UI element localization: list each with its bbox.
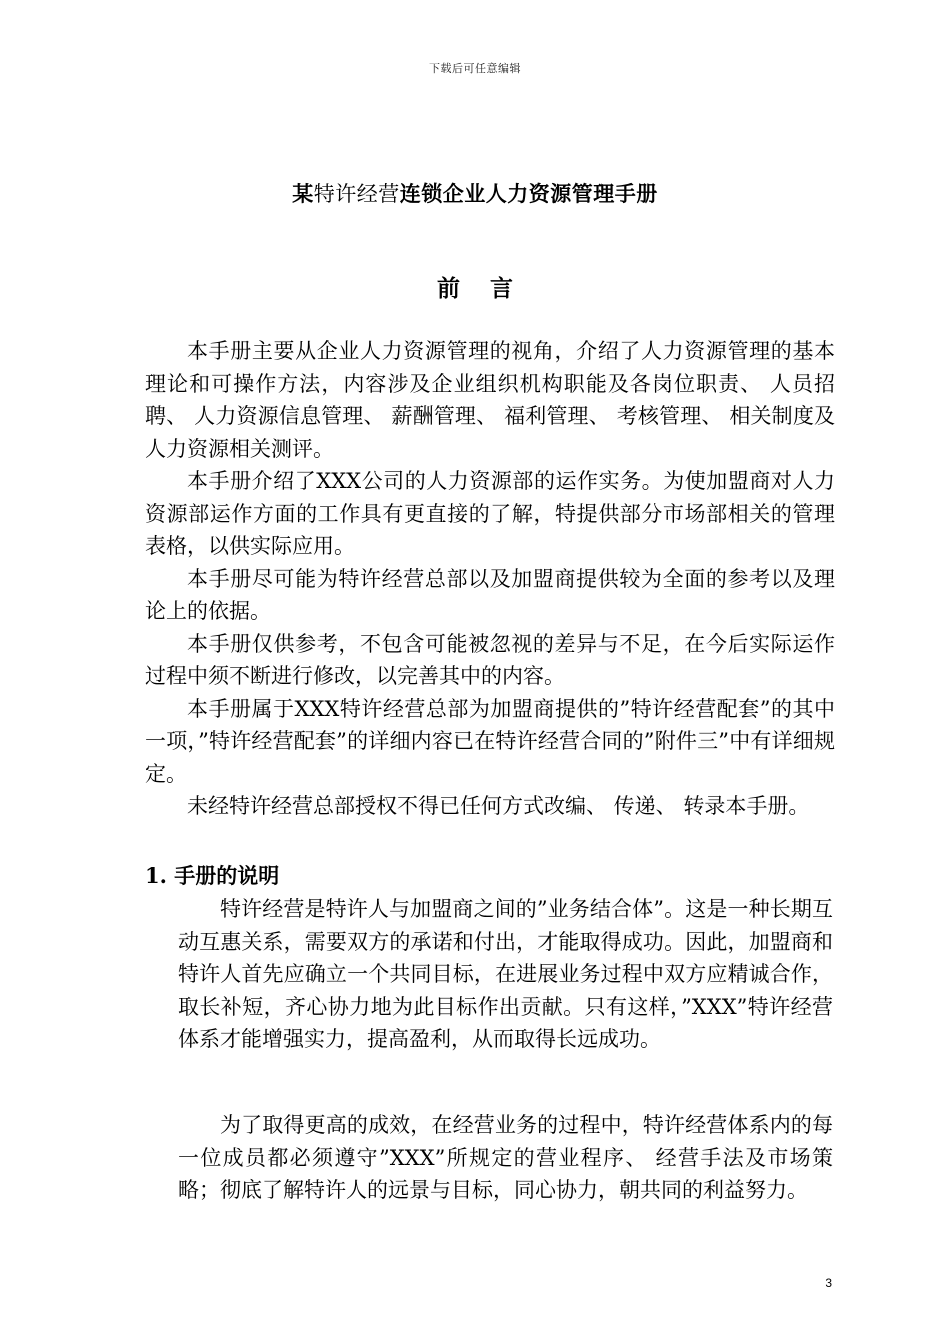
header-note: 下载后可任意编辑 [429, 62, 521, 75]
page-number: 3 [825, 1276, 832, 1290]
preface-paragraph: 本手册属于XXX特许经营总部为加盟商提供的”特许经营配套”的其中一项，”特许经营配套”的详细内容已在特许经营合同的”附件三”中有详细规定。 [145, 696, 835, 786]
section-body-2 [178, 1109, 833, 1207]
preface-paragraph: 未经特许经营总部授权不得已任何方式改编、 传递、 转录本手册。 [187, 794, 810, 818]
preface-body [145, 335, 835, 823]
preface-paragraph: 本手册尽可能为特许经营总部以及加盟商提供较为全面的参考以及理论上的依据。 [145, 566, 835, 623]
document-title [0, 178, 950, 208]
section-paragraph: 为了取得更高的成效，在经营业务的过程中，特许经营体系内的每一位成员都必须遵守”XXX”所规定的营业程序、 经营手法及市场策略；彻底了解特许人的远景与目标，同心协力，朝共同的利益努力。 [178, 1113, 833, 1202]
preface-paragraph: 本手册介绍了XXX公司的人力资源部的运作实务。为使加盟商对人力资源部运作方面的工作具有更直接的了解，特提供部分市场部相关的管理表格，以供实际应用。 [145, 469, 835, 558]
title-prefix: 某 [292, 181, 314, 206]
section-heading: 1. 手册的说明 [145, 863, 280, 888]
section-body-1 [178, 893, 833, 1056]
section-paragraph: 特许经营是特许人与加盟商之间的”业务结合体”。这是一种长期互动互惠关系，需要双方的承诺和付出，才能取得成功。因此，加盟商和特许人首先应确立一个共同目标，在进展业务过程中双方应精诚合作，取长补短，齐心协力地为此目标作出贡献。只有这样，”XXX”特许经营体系才能增强实力，提高盈利，从而取得长远成功。 [178, 897, 833, 1051]
preface-paragraph: 本手册主要从企业人力资源管理的视角，介绍了人力资源管理的基本理论和可操作方法，内容涉及企业组织机构职能及各岗位职责、 人员招聘、 人力资源信息管理、 薪酬管理、 福利管理、 考核管理、 相关制度及人力资源相关测评。 [145, 339, 835, 461]
preface-paragraph: 本手册仅供参考，不包含可能被忽视的差异与不足，在今后实际运作过程中须不断进行修改，以完善其中的内容。 [145, 631, 835, 688]
title-suffix: 连锁企业人力资源管理手册 [399, 181, 658, 206]
preface-heading-char-2: 言 [490, 275, 513, 302]
title-light-part: 特许经营 [313, 182, 400, 206]
preface-heading [0, 270, 950, 303]
preface-heading-char-1: 前 [437, 275, 460, 302]
